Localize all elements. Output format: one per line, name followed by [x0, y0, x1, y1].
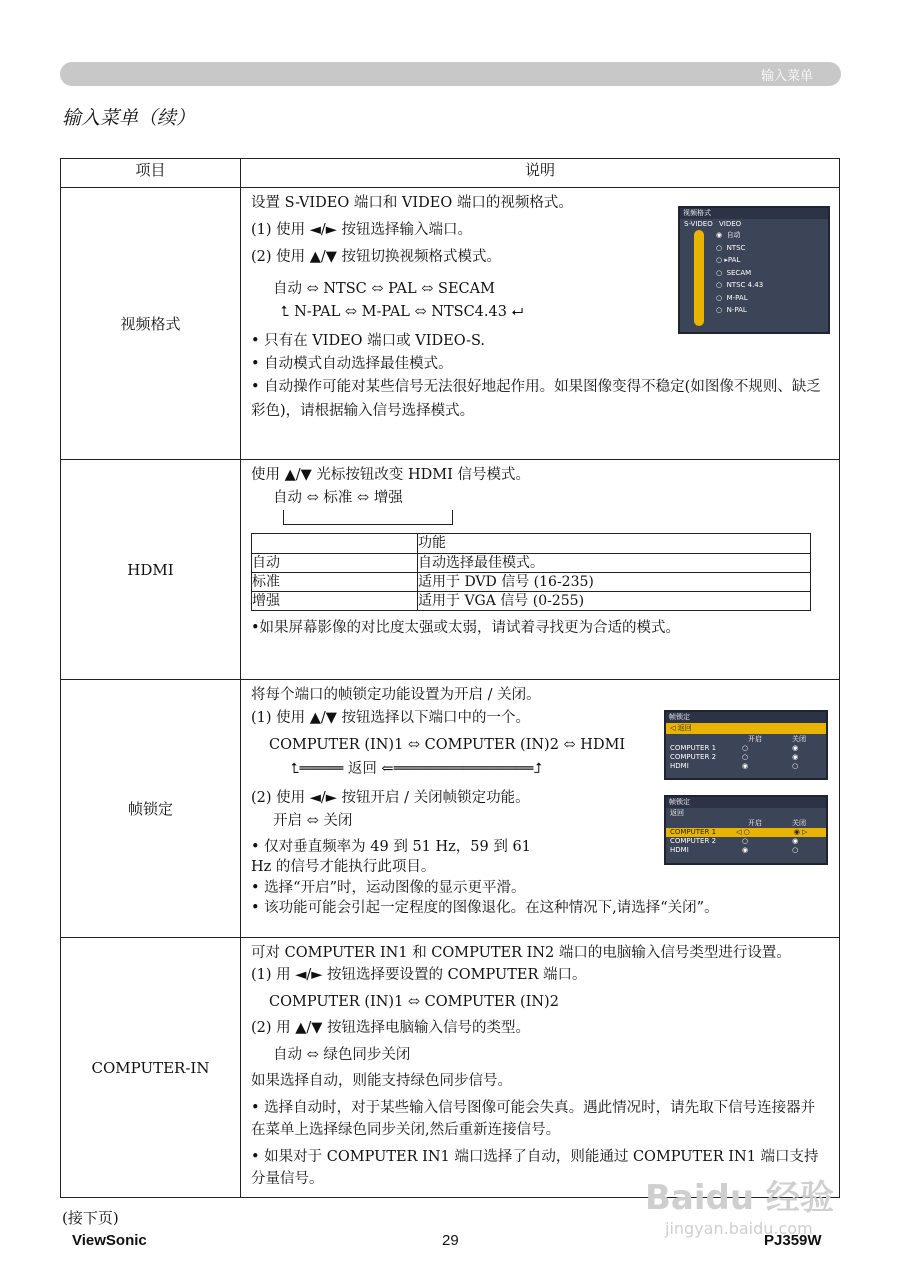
- page-title: 输入菜单（续）: [62, 107, 196, 129]
- video-format-desc: [241, 188, 839, 427]
- cycle-line: 开启 ⬄ 关闭: [273, 812, 353, 829]
- hdmi-mode-table: [251, 533, 811, 611]
- text-line: 将每个端口的帧锁定功能设置为开启 / 关闭。: [251, 687, 541, 703]
- return-label: 返回: [347, 760, 377, 777]
- computer-in-desc: [241, 938, 839, 1195]
- table-row-hdmi: [61, 460, 840, 680]
- osd-row: COMPUTER 2 ○ ◉: [670, 837, 799, 845]
- text-line: 使用 ▲/▼ 光标按钮改变 HDMI 信号模式。: [251, 467, 530, 483]
- hdmi-desc: [241, 460, 839, 644]
- osd-col: S-VIDEO: [684, 220, 713, 228]
- cycle-return-arrow: [283, 510, 453, 525]
- video-format-osd: [678, 206, 830, 334]
- text-line: (2) 用 ▲/▼ 按钮选择电脑输入信号的类型。: [251, 1020, 531, 1037]
- note-line: • 该功能可能会引起一定程度的图像退化。在这种情况下,请选择“关闭”。: [251, 900, 719, 917]
- table-header-row: [61, 159, 840, 188]
- frame-lock-osd-2: [664, 795, 828, 865]
- osd-row: COMPUTER 2 ○ ◉: [670, 753, 799, 761]
- baidu-watermark: Baidu 经验 jingyan.baidu.com: [645, 1178, 834, 1238]
- cycle-line: 自动 ⬄ 标准 ⬄ 增强: [273, 490, 403, 507]
- table-row-frame-lock: [61, 680, 840, 938]
- col-item-header: 项目: [61, 159, 241, 188]
- row-label-video-format: 视频格式: [61, 188, 241, 460]
- note-line: • 只有在 VIDEO 端口或 VIDEO-S.: [251, 332, 486, 349]
- text-line: (1) 使用 ◄/► 按钮选择输入端口。: [251, 222, 473, 239]
- osd-col: VIDEO: [718, 220, 742, 228]
- footer-model: PJ359W: [764, 1232, 822, 1249]
- cycle-line: COMPUTER (IN)1 ⬄ COMPUTER (IN)2: [269, 993, 559, 1010]
- col-desc-header: 说明: [241, 159, 840, 188]
- row-label-frame-lock: 帧锁定: [61, 680, 241, 938]
- footer-brand: ViewSonic: [72, 1232, 147, 1249]
- osd-option: ○ NTSC: [716, 243, 746, 252]
- table-row: 标准 适用于 DVD 信号 (16-235): [252, 572, 811, 591]
- osd-on-label: 开启: [748, 735, 762, 743]
- frame-lock-osd-1: [664, 710, 828, 780]
- text-line: (2) 使用 ▲/▼ 按钮切换视频格式模式。: [251, 249, 502, 266]
- footer-page-number: 29: [442, 1232, 459, 1249]
- menu-table: [60, 158, 840, 1198]
- text-line: (1) 使用 ▲/▼ 按钮选择以下端口中的一个。: [251, 710, 531, 727]
- text-line: 如果选择自动，则能支持绿色同步信号。: [251, 1073, 512, 1090]
- osd-option: ○ N-PAL: [716, 306, 747, 314]
- section-header-label: 输入菜单: [760, 69, 813, 84]
- osd-option: ○ ▸PAL: [716, 256, 741, 264]
- note-line: Hz 的信号才能执行此项目。: [251, 859, 436, 876]
- note-line: • 自动操作可能对某些信号无法很好地起作用。如果图像变得不稳定(如图像不规则、缺乏彩色)，请根据输入信号选择模式。: [251, 379, 821, 419]
- osd-back-row: ◁ 返回: [666, 723, 826, 734]
- cycle-line: ⮤═════ 返回 ⇐════════════════⮥: [291, 760, 542, 777]
- osd-row: COMPUTER 1 ◁ ○ ◉ ▷: [666, 828, 826, 837]
- osd-row: HDMI ◉ ○: [670, 846, 799, 854]
- note-line: •如果屏幕影像的对比度太强或太弱，请试着寻找更为合适的模式。: [251, 620, 681, 637]
- table-row-video-format: [61, 188, 840, 460]
- frame-lock-desc: [241, 680, 839, 922]
- osd-option: ○ M-PAL: [716, 293, 748, 302]
- cycle-line: ⮤ N-PAL ⬄ M-PAL ⬄ NTSC4.43 ⮠: [281, 303, 524, 320]
- text-line: 设置 S-VIDEO 端口和 VIDEO 端口的视频格式。: [251, 195, 573, 211]
- table-row-computer-in: [61, 938, 840, 1198]
- note-line: • 如果对于 COMPUTER IN1 端口选择了自动，则能通过 COMPUTER IN1 端口支持分量信号。: [251, 1148, 819, 1188]
- table-row: 功能: [252, 534, 811, 553]
- section-header-bar: [60, 62, 841, 86]
- osd-title: 视频格式: [680, 208, 828, 219]
- cycle-line: COMPUTER (IN)1 ⬄ COMPUTER (IN)2 ⬄ HDMI: [269, 737, 626, 754]
- text-line: (2) 使用 ◄/► 按钮开启 / 关闭帧锁定功能。: [251, 789, 530, 806]
- osd-row: COMPUTER 1 ○ ◉: [670, 744, 799, 752]
- text-line: (1) 用 ◄/► 按钮选择要设置的 COMPUTER 端口。: [251, 967, 587, 984]
- note-line: • 仅对垂直频率为 49 到 51 Hz，59 到 61: [251, 839, 531, 856]
- osd-on-label: 开启: [748, 819, 762, 827]
- table-row: 增强 适用于 VGA 信号 (0-255): [252, 591, 811, 610]
- osd-off-label: 关闭: [792, 735, 806, 743]
- osd-option: ○ SECAM: [716, 268, 752, 277]
- osd-title: 帧锁定: [666, 797, 826, 808]
- note-line: • 自动模式自动选择最佳模式。: [251, 356, 453, 373]
- osd-back-row: 返回: [670, 809, 684, 817]
- text-line: 可对 COMPUTER IN1 和 COMPUTER IN2 端口的电脑输入信号类型进行设置。: [251, 945, 791, 961]
- osd-option: ○ NTSC 4.43: [716, 281, 764, 289]
- osd-column-highlight: [694, 230, 704, 326]
- cycle-line: 自动 ⬄ NTSC ⬄ PAL ⬄ SECAM: [273, 280, 495, 297]
- row-label-hdmi: HDMI: [61, 460, 241, 680]
- note-line: • 选择自动时，对于某些输入信号图像可能会失真。遇此情况时，请先取下信号连接器并在菜单上选择绿色同步关闭,然后重新连接信号。: [251, 1099, 816, 1139]
- row-label-computer-in: COMPUTER-IN: [61, 938, 241, 1198]
- osd-option: ◉ 自动: [716, 231, 741, 239]
- continued-note: (接下页): [62, 1209, 119, 1227]
- cycle-line: 自动 ⬄ 绿色同步关闭: [273, 1046, 411, 1063]
- osd-off-label: 关闭: [792, 819, 806, 827]
- osd-row: HDMI ◉ ○: [670, 762, 799, 770]
- note-line: • 选择“开启”时，运动图像的显示更平滑。: [251, 879, 526, 896]
- osd-title: 帧锁定: [666, 712, 826, 723]
- table-row: 自动 自动选择最佳模式。: [252, 553, 811, 572]
